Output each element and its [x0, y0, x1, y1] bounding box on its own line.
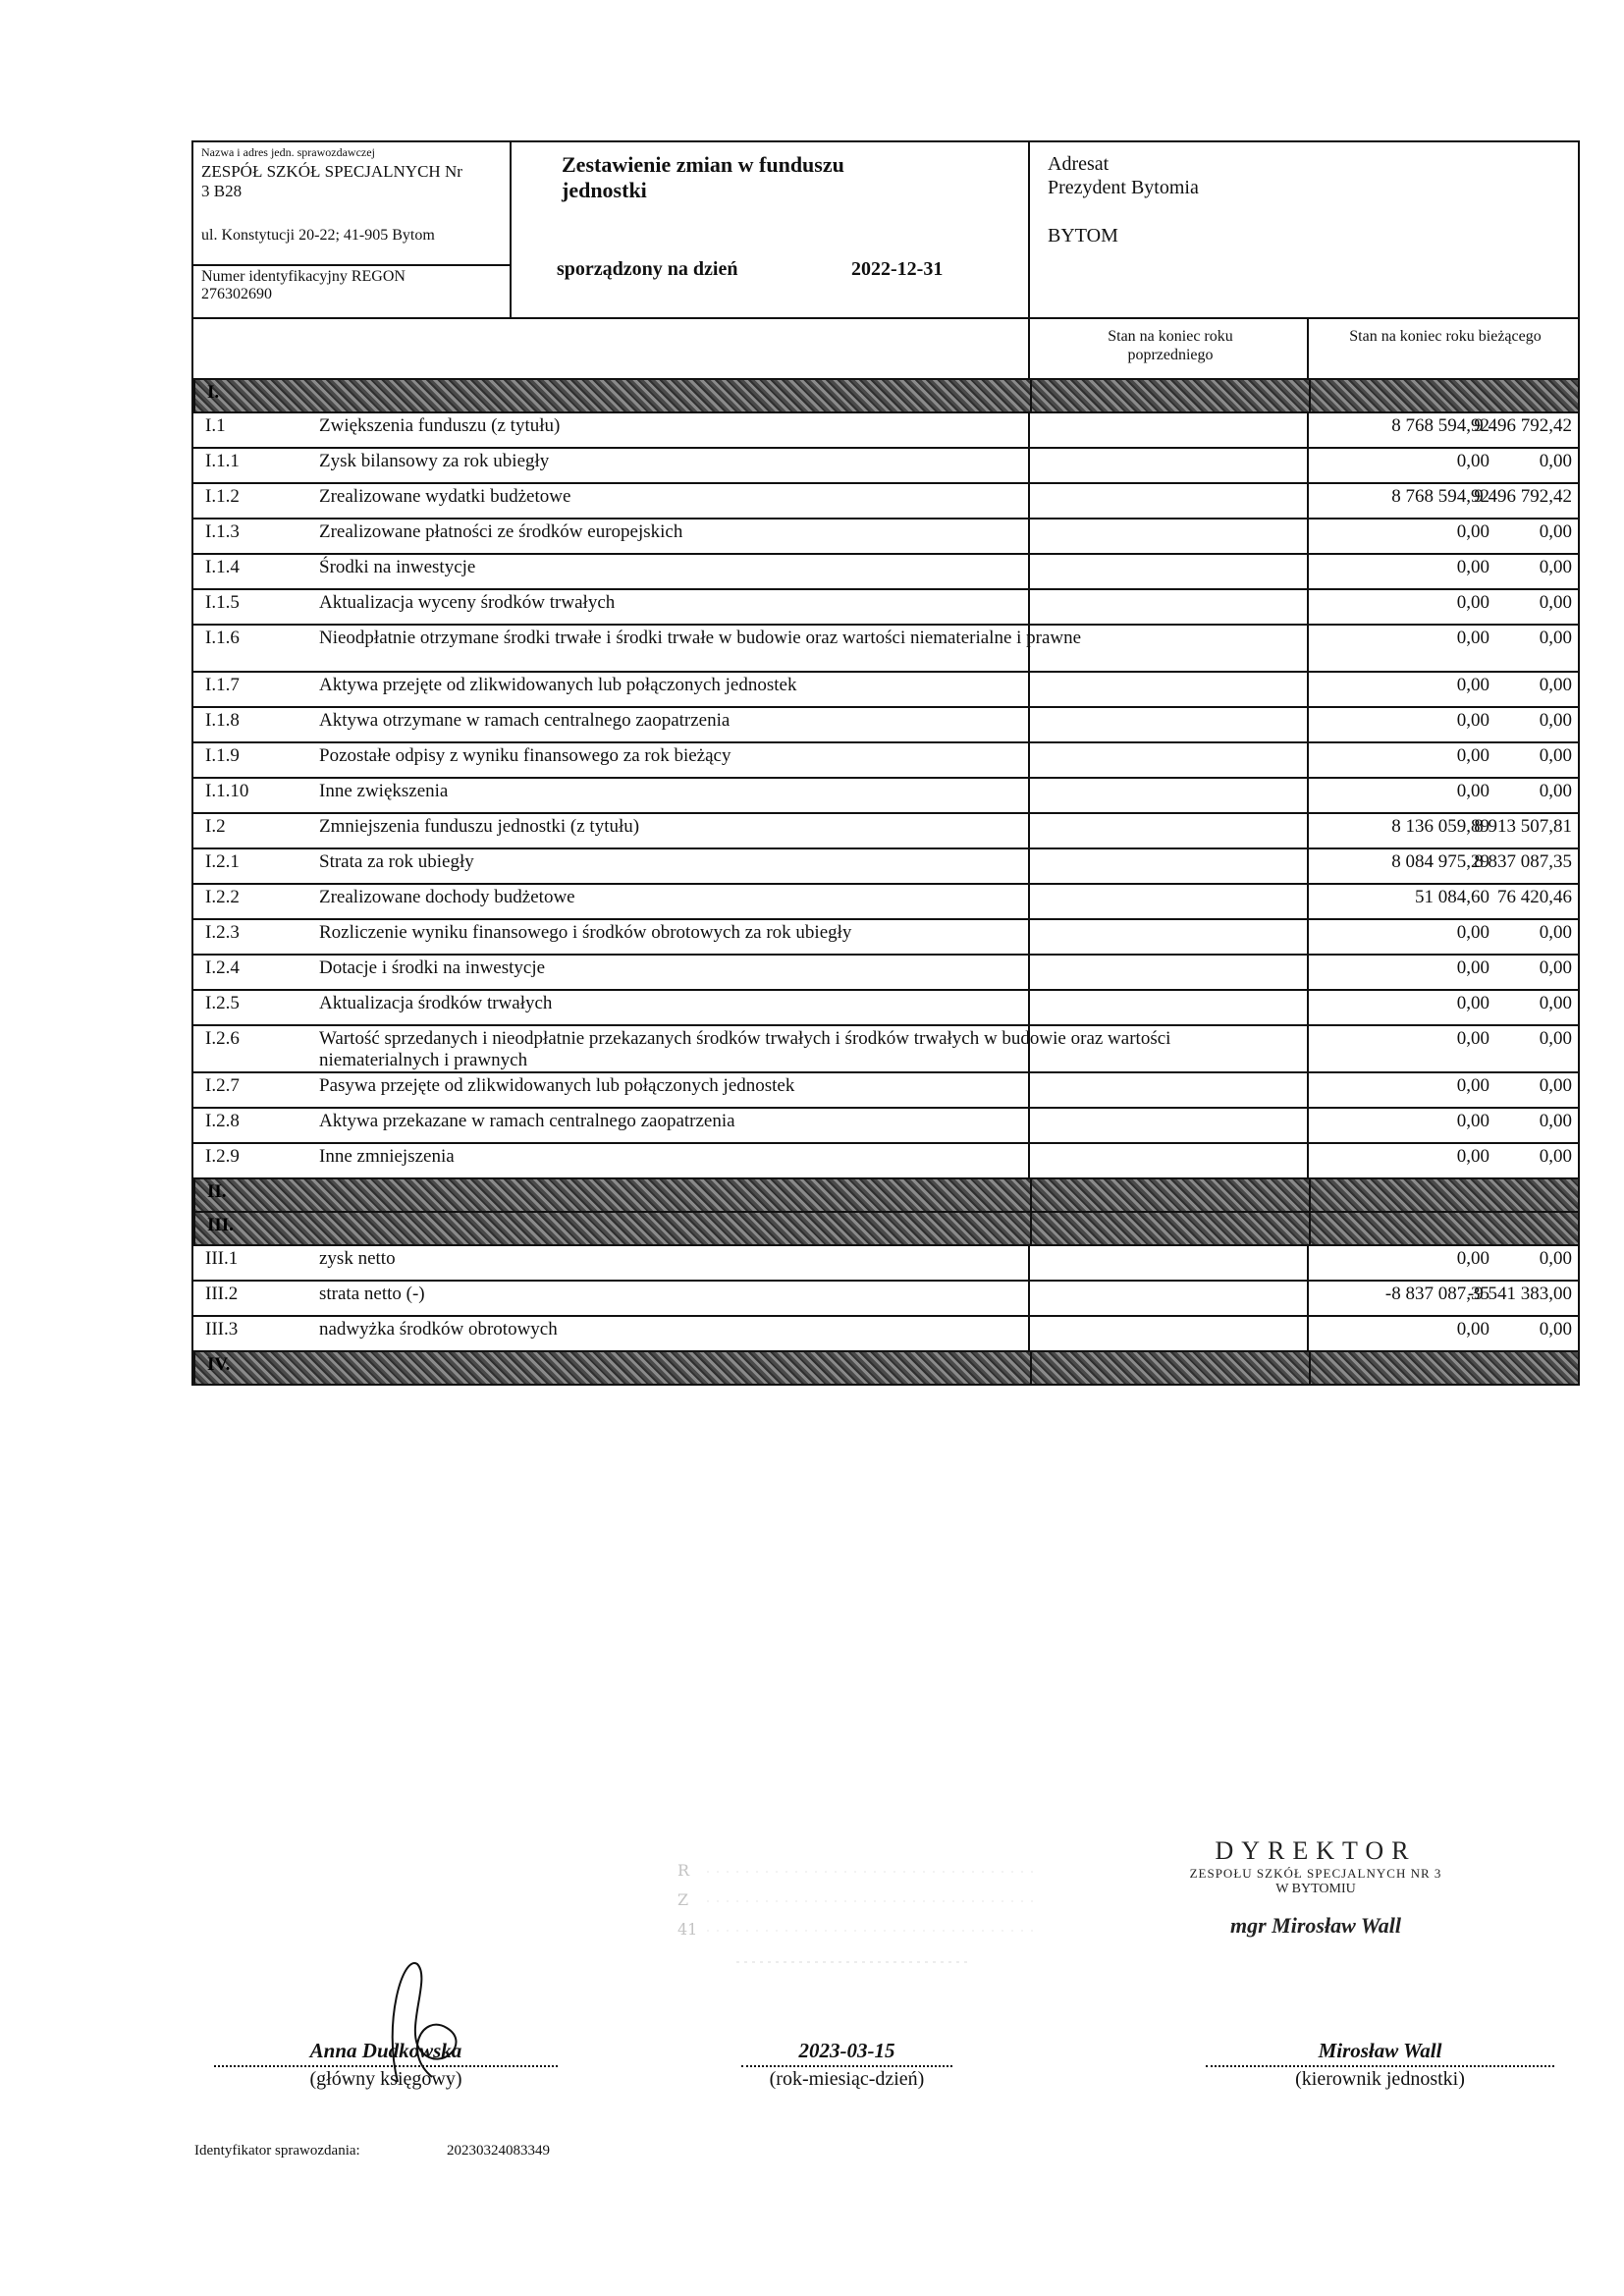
row-label: Środki na inwestycje: [319, 557, 476, 577]
svg-text:R: R: [677, 1861, 690, 1880]
table-row: [191, 991, 1580, 1026]
row-label: Wartość sprzedanych i nieodpłatnie przekazanych środków trwałych i środków trwałych w budowie oraz wartości niematerialnych i prawnych: [319, 1028, 1171, 1070]
table-row: [191, 449, 1580, 484]
row-value-prev: 0,00: [1456, 745, 1489, 766]
row-id: I.1.3: [205, 521, 240, 542]
unit-address: ul. Konstytucji 20-22; 41-905 Bytom: [201, 227, 435, 244]
row-value-prev: 0,00: [1456, 957, 1489, 978]
row-id: I.1.6: [205, 628, 240, 648]
unit-label: Nazwa i adres jedn. sprawozdawczej: [201, 145, 375, 159]
row-value-curr: 0,00: [1539, 1248, 1572, 1269]
row-label: Aktywa przekazane w ramach centralnego zaopatrzenia: [319, 1111, 735, 1131]
row-id: I.2.4: [205, 957, 240, 978]
row-value-curr: 76 420,46: [1497, 887, 1572, 907]
accountant-name: Anna Dudkowska: [309, 2039, 462, 2062]
row-value-prev: 0,00: [1456, 922, 1489, 943]
table-row: [191, 849, 1580, 885]
row-id: I.2: [205, 816, 226, 837]
row-value-prev: -8 837 087,35: [1384, 1284, 1489, 1304]
row-value-prev: 0,00: [1456, 781, 1489, 801]
accountant-signature-line: [214, 2028, 558, 2067]
row-value-curr: 0,00: [1539, 451, 1572, 471]
row-id: IV.: [207, 1354, 231, 1375]
row-id: I.2.6: [205, 1028, 240, 1049]
row-value-curr: 0,00: [1539, 1028, 1572, 1049]
row-value-prev: 0,00: [1456, 628, 1489, 648]
row-label: Inne zmniejszenia: [319, 1146, 455, 1167]
row-label: Strata za rok ubiegły: [319, 851, 474, 872]
row-label: Nieodpłatnie otrzymane środki trwałe i środki trwałe w budowie oraz wartości niematerialne i prawne: [319, 628, 1082, 648]
row-value-curr: 0,00: [1539, 557, 1572, 577]
row-value-prev: 0,00: [1456, 993, 1489, 1013]
row-value-curr: 0,00: [1539, 628, 1572, 648]
row-label: Rozliczenie wyniku finansowego i środków obrotowych za rok ubiegły: [319, 922, 852, 943]
table-row: [191, 626, 1580, 673]
row-id: I.1.5: [205, 592, 240, 613]
row-id: III.2: [205, 1284, 239, 1304]
stamp-director-city: W BYTOMIU: [1275, 1882, 1356, 1896]
row-id: III.3: [205, 1319, 239, 1339]
row-value-prev: 0,00: [1456, 1319, 1489, 1339]
row-value-prev: 51 084,60: [1415, 887, 1489, 907]
accountant-role: (główny księgowy): [309, 2068, 462, 2090]
faded-stamp-graphic: [668, 1846, 1060, 1994]
row-value-curr: 0,00: [1539, 993, 1572, 1013]
addressee-city: BYTOM: [1048, 225, 1118, 246]
fund-changes-table: [191, 380, 1580, 1386]
row-id: I.2.3: [205, 922, 240, 943]
row-label: Aktywa otrzymane w ramach centralnego zaopatrzenia: [319, 710, 731, 731]
row-label: Aktywa przejęte od zlikwidowanych lub połączonych jednostek: [319, 675, 797, 695]
row-value-curr: 0,00: [1539, 1146, 1572, 1167]
made-on-date: 2022-12-31: [851, 258, 944, 280]
row-label: Aktualizacja wyceny środków trwałych: [319, 592, 616, 613]
regon-label: Numer identyfikacyjny REGON: [201, 268, 406, 285]
row-label: Inne zwiększenia: [319, 781, 449, 801]
table-row: [191, 885, 1580, 920]
row-id: I.1.4: [205, 557, 240, 577]
table-row: [191, 1144, 1580, 1179]
row-value-curr: 0,00: [1539, 710, 1572, 731]
table-row: [191, 1109, 1580, 1144]
table-row: [191, 484, 1580, 519]
regon-value: 276302690: [201, 286, 272, 302]
date-line: [741, 2028, 952, 2067]
row-id: I.1.10: [205, 781, 249, 801]
row-label: Pasywa przejęte od zlikwidowanych lub połączonych jednostek: [319, 1075, 795, 1096]
row-value-prev: 0,00: [1456, 675, 1489, 695]
row-value-prev: 8 084 975,29: [1391, 851, 1489, 872]
table-row: [191, 920, 1580, 956]
row-value-curr: 0,00: [1539, 1319, 1572, 1339]
institution-stamp-faded: [668, 1846, 1060, 1994]
row-id: I.1.1: [205, 451, 240, 471]
section-header-row: [191, 380, 1580, 413]
row-value-prev: 0,00: [1456, 451, 1489, 471]
row-id: I.1.2: [205, 486, 240, 507]
row-label: zysk netto: [319, 1248, 396, 1269]
row-label: Zrealizowane wydatki budżetowe: [319, 486, 571, 507]
table-row: [191, 779, 1580, 814]
row-id: I.1.8: [205, 710, 240, 731]
section-header-row: [191, 1352, 1580, 1386]
addressee-block: [1048, 152, 1199, 199]
row-value-curr: -9 541 383,00: [1467, 1284, 1572, 1304]
row-label: Zrealizowane płatności ze środków europejskich: [319, 521, 683, 542]
row-id: I.2.5: [205, 993, 240, 1013]
row-value-prev: 8 768 594,92: [1391, 415, 1489, 436]
unit-name-line2: 3 B28: [201, 182, 243, 200]
row-id: I.1.9: [205, 745, 240, 766]
table-row: [191, 519, 1580, 555]
made-on-label: sporządzony na dzień: [557, 258, 738, 280]
row-label: Aktualizacja środków trwałych: [319, 993, 553, 1013]
row-value-curr: 0,00: [1539, 781, 1572, 801]
row-value-curr: 0,00: [1539, 1075, 1572, 1096]
column-header-curr: Stan na koniec roku bieżącego: [1349, 328, 1542, 345]
row-label: Pozostałe odpisy z wyniku finansowego za rok bieżący: [319, 745, 731, 766]
row-label: Zwiększenia funduszu (z tytułu): [319, 415, 561, 436]
row-value-prev: 0,00: [1456, 1028, 1489, 1049]
row-value-prev: 0,00: [1456, 557, 1489, 577]
stamp-director-unit: ZESPOŁU SZKÓŁ SPECJALNYCH NR 3: [1189, 1866, 1442, 1881]
row-id: I.2.8: [205, 1111, 240, 1131]
regon-divider: [193, 264, 510, 266]
row-label: Zrealizowane dochody budżetowe: [319, 887, 575, 907]
regon-block: [201, 268, 406, 303]
row-value-prev: 8 136 059,89: [1391, 816, 1489, 837]
report-title: Zestawienie zmian w funduszu jednostki: [562, 152, 844, 202]
addressee-label: Adresat: [1048, 153, 1110, 175]
row-value-prev: 0,00: [1456, 521, 1489, 542]
date-caption: (rok-miesiąc-dzień): [769, 2068, 925, 2090]
row-value-prev: 0,00: [1456, 710, 1489, 731]
table-row: [191, 1246, 1580, 1282]
column-header-row: [191, 319, 1580, 380]
table-row: [191, 814, 1580, 849]
svg-text:41: 41: [677, 1920, 698, 1939]
section-header-row: [191, 1179, 1580, 1213]
row-value-curr: 0,00: [1539, 675, 1572, 695]
row-id: I.1.7: [205, 675, 240, 695]
row-id: I.2.2: [205, 887, 240, 907]
table-row: [191, 743, 1580, 779]
report-id-label: Identyfikator sprawozdania:: [194, 2143, 360, 2159]
row-value-curr: 0,00: [1539, 592, 1572, 613]
report-header: [191, 140, 1580, 319]
manager-role: (kierownik jednostki): [1295, 2068, 1465, 2090]
row-id: I.2.1: [205, 851, 240, 872]
row-id: I.2.7: [205, 1075, 240, 1096]
row-value-curr: 8 837 087,35: [1474, 851, 1572, 872]
row-value-prev: 0,00: [1456, 1248, 1489, 1269]
stamp-director-title: DYREKTOR: [1215, 1836, 1417, 1865]
row-id: I.1: [205, 415, 226, 436]
row-id: III.: [207, 1215, 234, 1235]
row-id: I.: [207, 382, 220, 403]
row-id: I.2.9: [205, 1146, 240, 1167]
table-row: [191, 1073, 1580, 1109]
row-id: II.: [207, 1181, 227, 1202]
row-value-curr: 0,00: [1539, 521, 1572, 542]
director-stamp: [1149, 1836, 1483, 1964]
report-id-value: 20230324083349: [447, 2143, 550, 2159]
row-label: strata netto (-): [319, 1284, 425, 1304]
table-row: [191, 956, 1580, 991]
row-value-prev: 0,00: [1456, 1146, 1489, 1167]
section-header-row: [191, 1213, 1580, 1246]
row-value-curr: 0,00: [1539, 1111, 1572, 1131]
row-id: III.1: [205, 1248, 239, 1269]
table-row: [191, 1317, 1580, 1352]
row-value-curr: 9 496 792,42: [1474, 415, 1572, 436]
column-header-prev: Stan na koniec roku poprzedniego: [1108, 328, 1233, 363]
table-row: [191, 590, 1580, 626]
signature-date: 2023-03-15: [798, 2039, 895, 2062]
table-row: [191, 1282, 1580, 1317]
table-row: [191, 1026, 1580, 1073]
row-value-curr: 0,00: [1539, 957, 1572, 978]
row-value-curr: 9 496 792,42: [1474, 486, 1572, 507]
table-row: [191, 708, 1580, 743]
table-row: [191, 413, 1580, 449]
row-label: Zmniejszenia funduszu jednostki (z tytułu): [319, 816, 640, 837]
row-value-curr: 0,00: [1539, 745, 1572, 766]
row-value-prev: 0,00: [1456, 592, 1489, 613]
table-row: [191, 673, 1580, 708]
row-value-curr: 8 913 507,81: [1474, 816, 1572, 837]
stamp-director-sign: mgr Mirosław Wall: [1229, 1913, 1401, 1938]
manager-signature-line: [1206, 2028, 1554, 2067]
svg-text:Z: Z: [677, 1890, 689, 1909]
row-value-prev: 8 768 594,92: [1391, 486, 1489, 507]
addressee-value: Prezydent Bytomia: [1048, 177, 1199, 198]
manager-name: Mirosław Wall: [1318, 2039, 1442, 2062]
row-label: nadwyżka środków obrotowych: [319, 1319, 558, 1339]
row-label: Zysk bilansowy za rok ubiegły: [319, 451, 550, 471]
row-value-prev: 0,00: [1456, 1075, 1489, 1096]
row-label: Dotacje i środki na inwestycje: [319, 957, 546, 978]
row-value-prev: 0,00: [1456, 1111, 1489, 1131]
row-value-curr: 0,00: [1539, 922, 1572, 943]
table-row: [191, 555, 1580, 590]
unit-name-line1: ZESPÓŁ SZKÓŁ SPECJALNYCH Nr: [201, 162, 462, 181]
